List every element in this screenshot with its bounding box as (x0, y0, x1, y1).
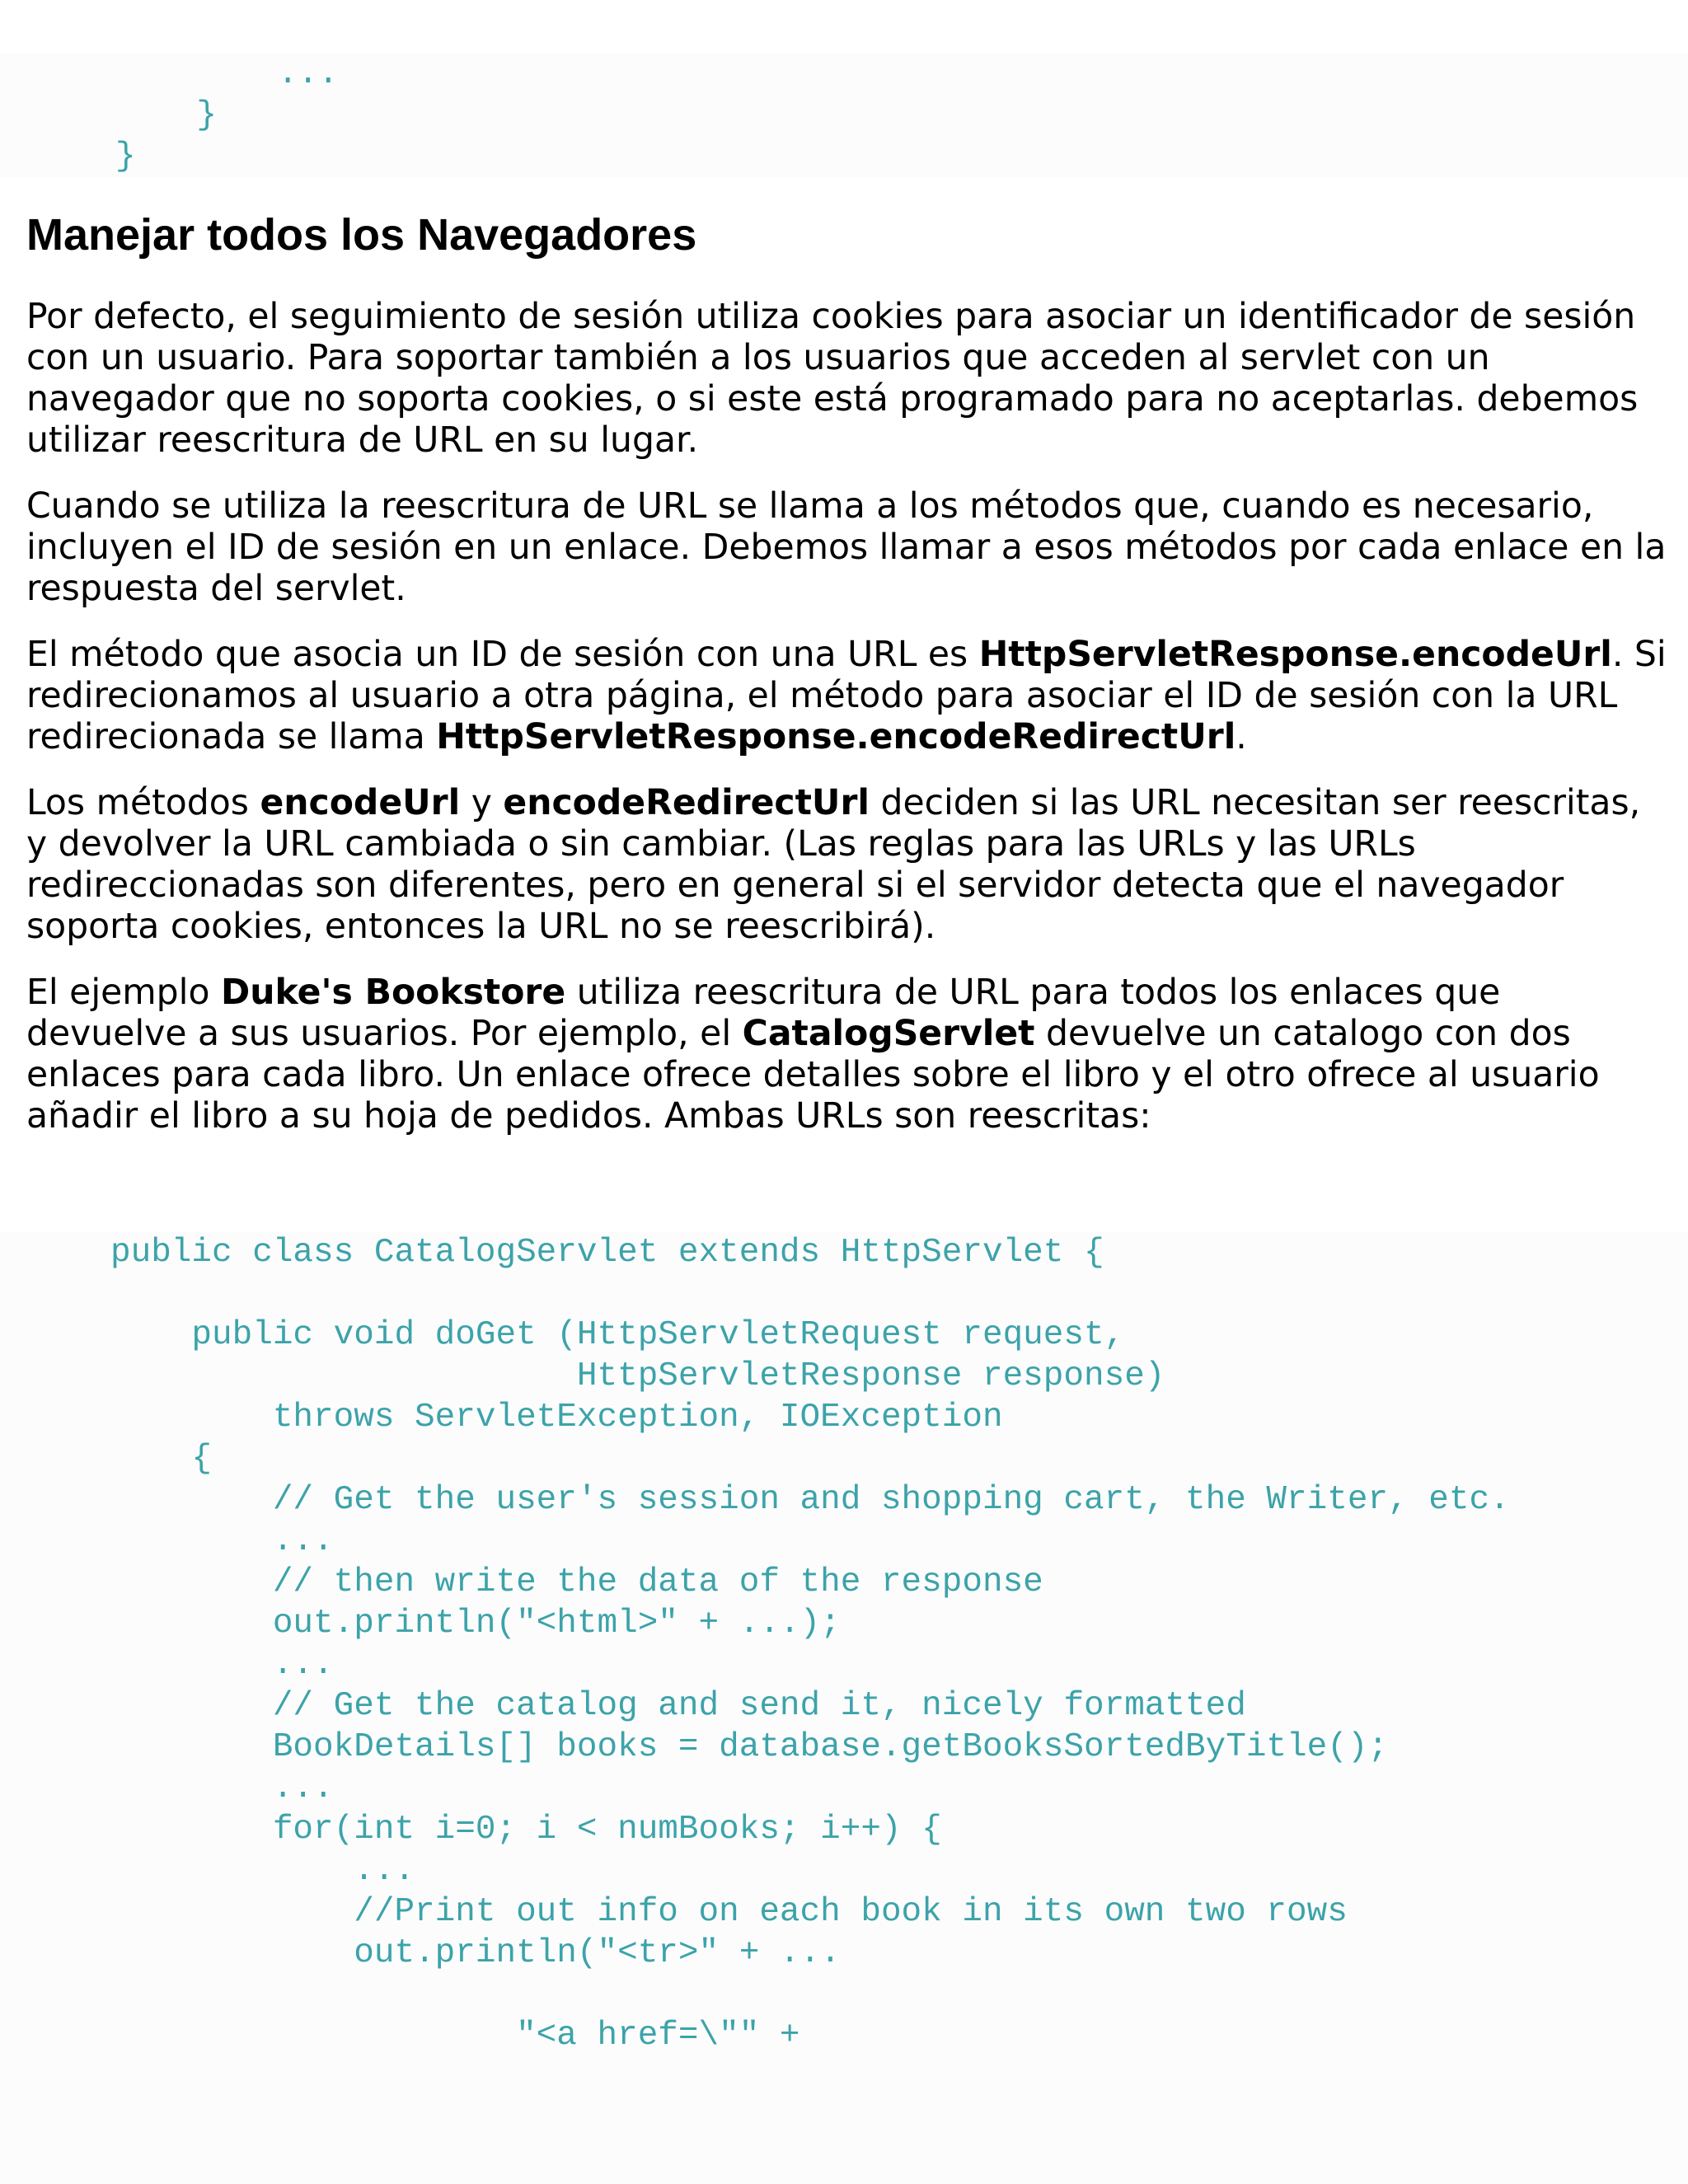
paragraph-text: Los métodos (26, 783, 260, 823)
code-line: // then write the data of the response (110, 1563, 1043, 1601)
paragraph-text: utiliza reescritura de URL para todos los enlaces que devuelve a sus usuarios. Por ejemplo, el (26, 972, 1501, 1054)
paragraph-cookies (26, 297, 1671, 462)
code-line: } (115, 138, 136, 176)
code-line: ... (110, 1852, 415, 1890)
method-name-encodeurl: HttpServletResponse.encodeUrl (978, 635, 1612, 675)
method-name-encoderedirecturl: HttpServletResponse.encodeRedirectUrl (436, 717, 1236, 757)
paragraph-text: deciden si las URL necesitan ser reescritas, y devolver la URL cambiada o sin cambiar. (Las reglas para las URLs y las URLs redireccionadas son diferentes, pero en general si el servidor detecta que el navegador soporta cookies, entonces la URL no se reescribirá). (26, 783, 1641, 947)
body-text (26, 297, 1671, 1162)
paragraph-url-rules (26, 783, 1671, 948)
section-heading: Manejar todos los Navegadores (26, 210, 697, 260)
code-block-top (0, 54, 1688, 177)
method-name-encodeurl: encodeUrl (260, 783, 461, 823)
code-line: ... (110, 1646, 334, 1684)
paragraph-text: El ejemplo (26, 972, 221, 1013)
code-line: { (110, 1440, 213, 1478)
paragraph-text: Por defecto, el seguimiento de sesión utiliza cookies para asociar un identificador de sesión con un usuario. Para soportar también a los usuarios que acceden al servlet con un navegador que no soporta cookies, o si este está programado para no aceptarlas. debemos utilizar reescritura de URL en su lugar. (26, 297, 1639, 461)
code-line: "<a href=\"" + (110, 2017, 800, 2055)
code-block-catalog-servlet (0, 1232, 1688, 2184)
code-line: out.println("<tr>" + ... (110, 1934, 841, 1972)
code-line: ... (110, 1522, 334, 1560)
code-line: public void doGet (HttpServletRequest request, (110, 1316, 1125, 1354)
code-line: out.println("<html>" + ...); (110, 1605, 841, 1643)
code-line: HttpServletResponse response) (110, 1357, 1165, 1395)
code-line: for(int i=0; i < numBooks; i++) { (110, 1811, 942, 1849)
paragraph-bookstore-example (26, 972, 1671, 1137)
paragraph-text: El método que asocia un ID de sesión con una URL es (26, 635, 979, 675)
paragraph-text: Cuando se utiliza la reescritura de URL se llama a los métodos que, cuando es necesario, incluyen el ID de sesión en un enlace. Debemos llamar a esos métodos por cada enlace en la respuesta del servlet. (26, 486, 1667, 609)
code-line: public class CatalogServlet extends HttpServlet { (110, 1234, 1104, 1272)
code-line: throws ServletException, IOException (110, 1399, 1003, 1436)
paragraph-encode-methods (26, 635, 1671, 758)
example-name: Duke's Bookstore (220, 972, 566, 1013)
code-line: ... (110, 1769, 334, 1807)
code-line: BookDetails[] books = database.getBooksSortedByTitle(); (110, 1728, 1389, 1766)
code-line: } (115, 96, 218, 134)
code-line: // Get the user's session and shopping cart, the Writer, etc. (110, 1481, 1510, 1519)
code-line: //Print out info on each book in its own two rows (110, 1893, 1348, 1931)
paragraph-text: . (1236, 717, 1247, 757)
method-name-encoderedirecturl: encodeRedirectUrl (503, 783, 870, 823)
code-line: ... (115, 55, 339, 93)
paragraph-text: devuelve un catalogo con dos enlaces para cada libro. Un enlace ofrece detalles sobre el libro y el otro ofrece al usuario añadir el libro a su hoja de pedidos. Ambas URLs son reescritas: (26, 1014, 1600, 1137)
class-name-catalogservlet: CatalogServlet (742, 1014, 1035, 1054)
paragraph-text: y (460, 783, 504, 823)
code-line: // Get the catalog and send it, nicely formatted (110, 1687, 1246, 1725)
paragraph-text: . Si redirecionamos al usuario a otra página, el método para asociar el ID de sesión con la URL redirecionada se llama (26, 635, 1667, 757)
paragraph-url-rewriting (26, 486, 1671, 610)
